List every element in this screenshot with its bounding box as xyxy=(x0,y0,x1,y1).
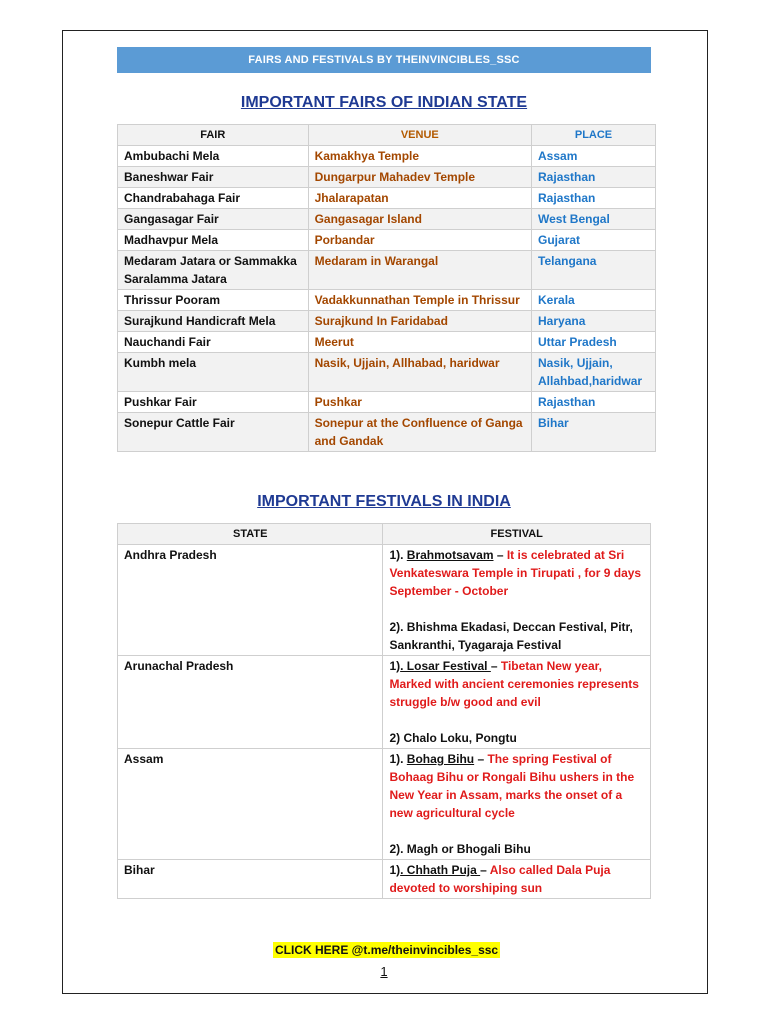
fairs-section-title: IMPORTANT FAIRS OF INDIAN STATE xyxy=(240,94,528,111)
fair-cell: Gangasagar Fair xyxy=(118,209,309,230)
venue-cell: Sonepur at the Confluence of Ganga and Gandak xyxy=(308,413,531,452)
festival-description: The spring Festival of Bohaag Bihu or Rongali Bihu ushers in the New Year in Assam, marks the onset of a new agricultural cycle xyxy=(389,752,635,820)
table-row xyxy=(118,860,651,899)
table-row xyxy=(118,251,656,290)
festival-description: It is celebrated at Sri Venkateswara Temple in Tirupati , for 9 days September - October xyxy=(389,548,642,598)
fair-cell: Ambubachi Mela xyxy=(118,146,309,167)
place-cell: Kerala xyxy=(532,290,656,311)
festival-cell xyxy=(383,545,651,656)
festival-description: Tibetan New year, Marked with ancient ceremonies represents struggle b/w good and evil xyxy=(389,659,639,709)
place-cell: Assam xyxy=(532,146,656,167)
festivals-section-title: IMPORTANT FESTIVALS IN INDIA xyxy=(257,493,511,510)
column-header-venue: VENUE xyxy=(308,125,531,146)
table-row xyxy=(118,209,656,230)
table-row xyxy=(118,146,656,167)
fair-cell: Baneshwar Fair xyxy=(118,167,309,188)
table-row xyxy=(118,290,656,311)
venue-cell: Medaram in Warangal xyxy=(308,251,531,290)
table-row xyxy=(118,230,656,251)
column-header-place: PLACE xyxy=(532,125,656,146)
venue-cell: Gangasagar Island xyxy=(308,209,531,230)
festival-others: 2). Magh or Bhogali Bihu xyxy=(389,842,531,856)
table-row xyxy=(118,749,651,860)
festival-number: 1) xyxy=(389,863,401,877)
festival-number: 1). xyxy=(389,752,407,766)
place-cell: Nasik, Ujjain, Allahbad,haridwar xyxy=(532,353,656,392)
place-cell: Rajasthan xyxy=(532,392,656,413)
fairs-table xyxy=(117,124,656,452)
state-cell: Arunachal Pradesh xyxy=(118,656,383,749)
fair-cell: Chandrabahaga Fair xyxy=(118,188,309,209)
table-row xyxy=(118,353,656,392)
place-cell: West Bengal xyxy=(532,209,656,230)
table-row xyxy=(118,656,651,749)
festival-dash: – xyxy=(493,548,507,562)
place-cell: Telangana xyxy=(532,251,656,290)
column-header-fair: FAIR xyxy=(118,125,309,146)
state-cell: Assam xyxy=(118,749,383,860)
column-header-state: STATE xyxy=(118,524,383,545)
venue-cell: Meerut xyxy=(308,332,531,353)
page-number: 1 xyxy=(380,964,388,979)
table-row xyxy=(118,332,656,353)
festival-cell xyxy=(383,749,651,860)
venue-cell: Dungarpur Mahadev Temple xyxy=(308,167,531,188)
festival-others: 2) Chalo Loku, Pongtu xyxy=(389,731,517,745)
place-cell: Uttar Pradesh xyxy=(532,332,656,353)
venue-cell: Jhalarapatan xyxy=(308,188,531,209)
festival-cell xyxy=(383,860,651,899)
fair-cell: Thrissur Pooram xyxy=(118,290,309,311)
venue-cell: Porbandar xyxy=(308,230,531,251)
fair-cell: Medaram Jatara or Sammakka Saralamma Jatara xyxy=(118,251,309,290)
festival-cell xyxy=(383,656,651,749)
place-cell: Rajasthan xyxy=(532,167,656,188)
fair-cell: Nauchandi Fair xyxy=(118,332,309,353)
venue-cell: Pushkar xyxy=(308,392,531,413)
fair-cell: Madhavpur Mela xyxy=(118,230,309,251)
column-header-festival: FESTIVAL xyxy=(383,524,651,545)
place-cell: Rajasthan xyxy=(532,188,656,209)
table-row xyxy=(118,167,656,188)
venue-cell: Kamakhya Temple xyxy=(308,146,531,167)
place-cell: Bihar xyxy=(532,413,656,452)
fair-cell: Kumbh mela xyxy=(118,353,309,392)
festival-dash: – xyxy=(474,752,488,766)
fair-cell: Surajkund Handicraft Mela xyxy=(118,311,309,332)
festival-dash: – xyxy=(490,659,501,673)
festivals-header-row xyxy=(118,524,651,545)
venue-cell: Surajkund In Faridabad xyxy=(308,311,531,332)
fair-cell: Sonepur Cattle Fair xyxy=(118,413,309,452)
table-row xyxy=(118,545,651,656)
fairs-header-row xyxy=(118,125,656,146)
place-cell: Gujarat xyxy=(532,230,656,251)
state-cell: Andhra Pradesh xyxy=(118,545,383,656)
telegram-link[interactable]: CLICK HERE @t.me/theinvincibles_ssc xyxy=(275,943,499,957)
festival-others: 2). Bhishma Ekadasi, Deccan Festival, Pitr, Sankranthi, Tyagaraja Festival xyxy=(389,620,633,652)
table-row xyxy=(118,311,656,332)
fair-cell: Pushkar Fair xyxy=(118,392,309,413)
festival-name: . Losar Festival xyxy=(400,659,491,673)
festival-number: 1). xyxy=(389,548,407,562)
table-row xyxy=(118,188,656,209)
header-banner: FAIRS AND FESTIVALS BY THEINVINCIBLES_SSC xyxy=(117,47,651,73)
place-cell: Haryana xyxy=(532,311,656,332)
venue-cell: Vadakkunnathan Temple in Thrissur xyxy=(308,290,531,311)
festival-name: Bohag Bihu xyxy=(406,752,475,766)
state-cell: Bihar xyxy=(118,860,383,899)
festival-name: . Chhath Puja xyxy=(400,863,481,877)
festival-number: 1) xyxy=(389,659,401,673)
festivals-table xyxy=(117,523,651,899)
table-row xyxy=(118,392,656,413)
festival-name: Brahmotsavam xyxy=(406,548,494,562)
festival-description: Also called Dala Puja devoted to worshiping sun xyxy=(389,863,611,895)
festival-dash: – xyxy=(480,863,490,877)
table-row xyxy=(118,413,656,452)
venue-cell: Nasik, Ujjain, Allhabad, haridwar xyxy=(308,353,531,392)
